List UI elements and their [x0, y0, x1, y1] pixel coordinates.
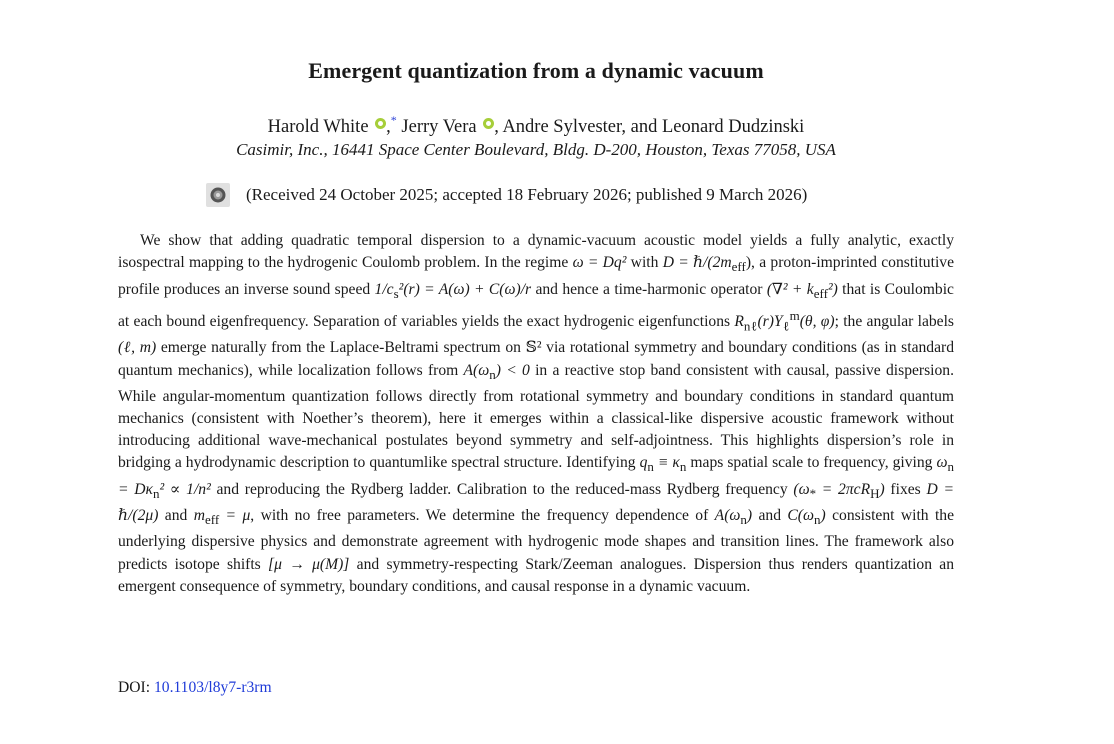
doi-row	[118, 679, 272, 697]
doi-label: DOI:	[118, 679, 151, 696]
paper-title: Emergent quantization from a dynamic vacuum	[308, 58, 764, 83]
orcid-icon[interactable]	[483, 118, 494, 129]
open-access-icon[interactable]	[206, 183, 230, 207]
abstract: We show that adding quadratic temporal dispersion to a dynamic-vacuum acoustic model yields a fully analytic, exactly isospectral mapping to the hydrogenic Coulomb problem. In the regime ω = Dq² with $D = \hbar/(2m_{eff})$, a proton-imprinted constitutive profile produces an inverse sound speed $1/c_s^2(r) = A(\omega) + C(\omega)/r$ and hence a time-harmonic operator $(\nabla^2 + k_{eff}^2)$ that is Coulombic at each bound eigenfrequency. Separation of variables yields the exact hydrogenic eigenfunctions $R_{n\ell}(r)Y_\ell^m(\theta$, φ); the angular labels (ℓ, m) emerge naturally from the Laplace-Beltrami spectrum on 𝕊² via rotational symmetry and boundary conditions (as in standard quantum mechanics), while localization follows from $A(\omega_n) < 0$ in a reactive stop band consistent with causal, passive dispersion. While angular-momentum quantization follows directly from rotational symmetry and boundary conditions in standard quantum mechanics (consistent with Noether’s theorem), here it emerges within a classical-like dispersive acoustic framework without introducing additional wave-mechanical postulates beyond symmetry and self-adjointness. This highlights dispersion’s role in bridging a hydrodynamic description to quantumlike spectral structure. Identifying $q_n \equiv \kappa_n$ maps spatial scale to frequency, giving $\omega_n = D\kappa_n^2 \propto 1/n^2$ and reproducing the Rydberg ladder. Calibration to the reduced-mass Rydberg frequency $(\omega_* = 2\pi cR_H)$ fixes D = ℏ/(2μ) and $m_{eff} = \mu$, with no free parameters. We determine the frequency dependence of $A(\omega_n)$ and $C(\omega_n)$ consistent with the underlying dispersive physics and demonstrate agreement with hydrogenic mode shapes and transition lines. The framework also predicts isotope shifts [μ → μ(M)] and symmetry-respecting Stark/Zeeman analogues. Dispersion thus renders quantization an emergent consequence of symmetry, boundary conditions, and causal response in a dynamic vacuum.	[118, 232, 955, 595]
publication-history	[206, 181, 807, 209]
publication-dates: (Received 24 October 2025; accepted 18 February 2026; published 9 March 2026)	[246, 185, 808, 204]
author-harold-white[interactable]: Harold White	[267, 117, 369, 137]
author-jerry-vera[interactable]: Jerry Vera	[401, 117, 477, 137]
orcid-icon[interactable]	[375, 118, 386, 129]
corresponding-author-mark[interactable]: *	[390, 113, 397, 127]
author-list: Harold White ,* Jerry Vera , Andre Sylvester, and Leonard Dudzinski	[267, 113, 805, 137]
doi-link[interactable]: 10.1103/l8y7-r3rm	[153, 679, 272, 696]
author-list-rest: , Andre Sylvester, and Leonard Dudzinski	[494, 117, 805, 137]
affiliation: Casimir, Inc., 16441 Space Center Boulevard, Bldg. D-200, Houston, Texas 77058, USA	[236, 140, 836, 159]
